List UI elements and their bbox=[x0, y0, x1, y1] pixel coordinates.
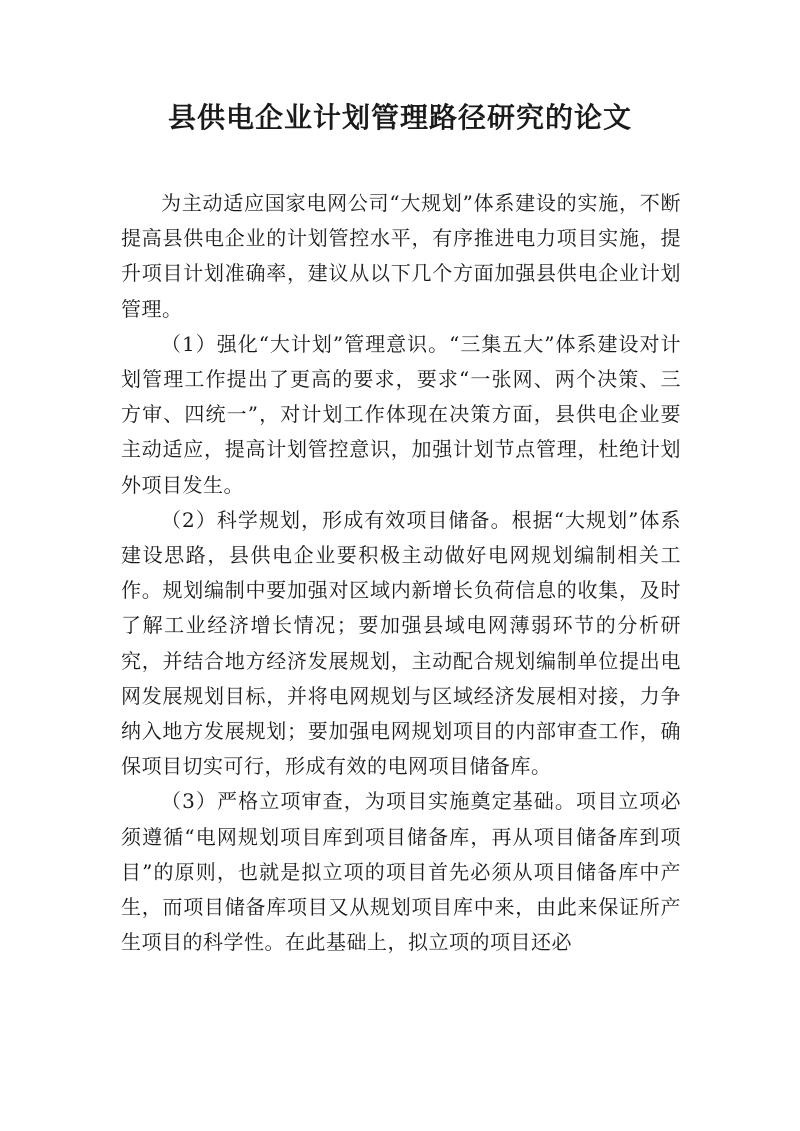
paragraph-point-2: （2）科学规划，形成有效项目储备。根据“大规划”体系建设思路，县供电企业要积极主动做好电网规划编制相关工作。规划编制中要加强对区域内新增长负荷信息的收集，及时了解工业经济增长情况；要加强县域电网薄弱环节的分析研究，并结合地方经济发展规划，主动配合规划编制单位提出电网发展规划目标，并将电网规划与区域经济发展相对接，力争纳入地方发展规划；要加强电网规划项目的内部审查工作，确保项目切实可行，形成有效的电网项目储备库。 bbox=[121, 507, 681, 779]
paragraph-point-1: （1）强化“大计划”管理意识。“三集五大”体系建设对计划管理工作提出了更高的要求，要求“一张网、两个决策、三方审、四统一”，对计划工作体现在决策方面，县供电企业要主动适应，提高计划管控意识，加强计划节点管理，杜绝计划外项目发生。 bbox=[121, 331, 681, 497]
paragraph-intro: 为主动适应国家电网公司“大规划”体系建设的实施，不断提高县供电企业的计划管控水平，有序推进电力项目实施，提升项目计划准确率，建议从以下几个方面加强县供电企业计划管理。 bbox=[121, 191, 681, 321]
paragraph-point-3: （3）严格立项审查，为项目实施奠定基础。项目立项必须遵循“电网规划项目库到项目储备库，再从项目储备库到项目”的原则，也就是拟立项的项目首先必须从项目储备库中产生，而项目储备库项目又从规划项目库中来，由此来保证所产生项目的科学性。在此基础上，拟立项的项目还必 bbox=[121, 789, 681, 955]
document-title: 县供电企业计划管理路径研究的论文 bbox=[167, 101, 632, 134]
document-body bbox=[121, 186, 681, 960]
